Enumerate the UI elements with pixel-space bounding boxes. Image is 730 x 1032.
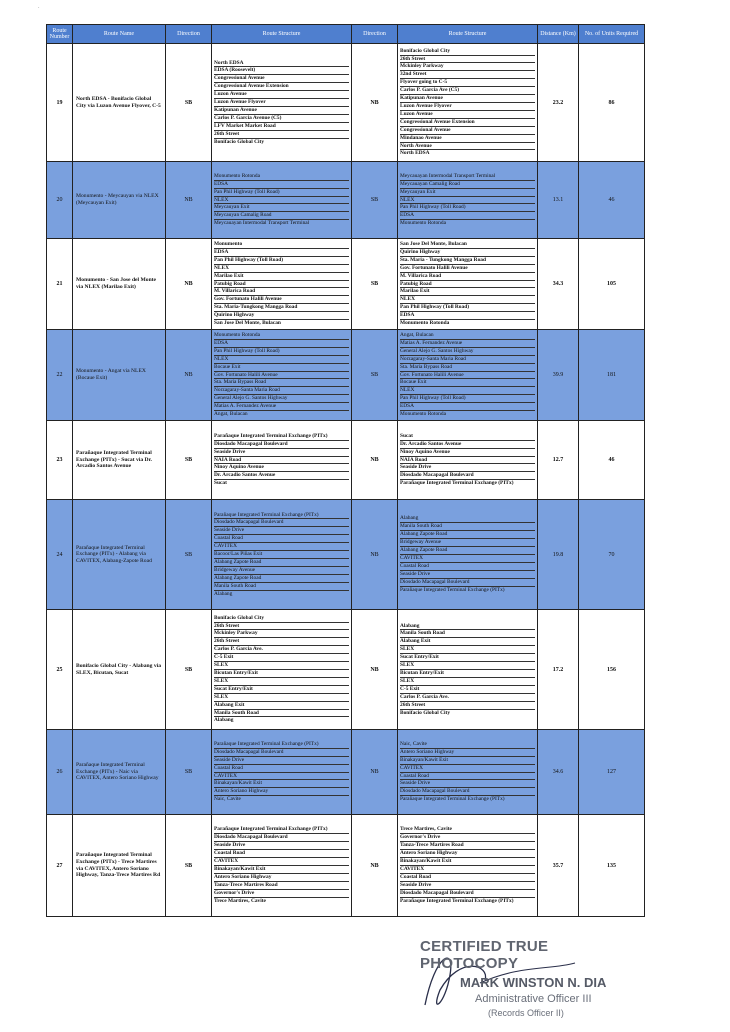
route-stop: EDSA — [214, 249, 349, 257]
route-number: 19 — [47, 44, 73, 162]
route-structure-2 — [398, 44, 538, 162]
route-stop: SLEX — [214, 662, 349, 670]
route-stop: Pan Phil Highway (Toll Road) — [400, 304, 535, 312]
route-stop: Ninoy Aquino Avenue — [400, 449, 535, 457]
route-stop: Governor's Drive — [400, 834, 535, 842]
route-stop: Seaside Drive — [214, 842, 349, 850]
route-stop: Antero Soriano Highway — [400, 749, 535, 757]
route-stop: North Avenue — [400, 143, 535, 151]
units-required: 105 — [579, 239, 645, 330]
route-stop: Monumento — [214, 241, 349, 249]
route-stop: 32nd Street — [400, 71, 535, 79]
route-stop: North EDSA — [214, 60, 349, 68]
route-stop: General Alejo G. Santos Highway — [400, 348, 535, 356]
route-stop: NLEX — [214, 356, 349, 364]
direction-1: SB — [166, 421, 212, 500]
route-stop: NLEX — [400, 296, 535, 304]
route-structure-1 — [212, 330, 352, 421]
route-stop: Flyover going to C-5 — [400, 79, 535, 87]
route-stop: Meycauyan Camalig Road — [214, 212, 349, 220]
route-stop: 26th Street — [214, 623, 349, 631]
route-stop: Diosdado Macapagal Boulevard — [214, 749, 349, 757]
route-stop: CAVITEX — [400, 555, 535, 563]
route-stop: Meycauyan Exit — [214, 204, 349, 212]
route-stop: Alabang — [400, 623, 535, 631]
route-stop: Manila South Road — [214, 710, 349, 718]
route-stop: Dr. Arcadio Santos Avenue — [400, 441, 535, 449]
route-number: 25 — [47, 610, 73, 730]
route-stop: Norzagaray-Santa Maria Road — [214, 387, 349, 395]
route-stop: Trece Martires, Cavite — [214, 897, 266, 904]
route-stop: EDSA — [400, 312, 535, 320]
route-structure-2 — [398, 421, 538, 500]
route-row — [47, 162, 645, 239]
direction-2: SB — [352, 330, 398, 421]
route-stop: San Jose Del Monte, Bulacan — [400, 241, 535, 249]
route-stop: C-5 Exit — [214, 654, 349, 662]
header-route-structure: Route Structure — [212, 25, 352, 44]
stamp-position: Administrative Officer III — [475, 993, 592, 1005]
route-stop: Parañaque Integrated Terminal Exchange (PITx) — [214, 433, 349, 441]
route-stop: Seaside Drive — [214, 527, 349, 535]
route-stop: EDSA (Roosevelt) — [214, 67, 349, 75]
route-stop: NLEX — [400, 197, 535, 205]
route-row — [47, 330, 645, 421]
route-stop: Naic, Cavite — [400, 741, 535, 749]
distance: 35.7 — [538, 815, 579, 917]
route-stop: Patubig Road — [214, 281, 349, 289]
route-structure-2 — [398, 610, 538, 730]
header-units: No. of Units Required — [579, 25, 645, 44]
route-stop: Monumento Rotonda — [400, 220, 446, 227]
route-stop: Gov. Fortunato Halili Avenue — [214, 296, 349, 304]
route-stop: Alabang Exit — [214, 702, 349, 710]
route-stop: Matias A. Fernandez Avenue — [400, 340, 535, 348]
direction-1: NB — [166, 239, 212, 330]
distance: 39.9 — [538, 330, 579, 421]
route-stop: Manila South Road — [214, 583, 349, 591]
route-stop: Sucat Entry/Exit — [400, 654, 535, 662]
route-stop: Carlos P. Garcia Ave. — [400, 694, 535, 702]
route-stop: Bacoor/Las Piñas Exit — [214, 551, 349, 559]
route-stop: Antero Soriano Highway — [214, 874, 349, 882]
route-stop: M. Villarica Road — [214, 288, 349, 296]
header-direction: Direction — [166, 25, 212, 44]
route-stop: SLEX — [400, 662, 535, 670]
route-stop: Pan Phil Highway (Toll Road) — [214, 348, 349, 356]
route-stop: Sta. Maria Bypass Road — [214, 379, 349, 387]
route-stop: Bocaue Exit — [400, 379, 535, 387]
distance: 17.2 — [538, 610, 579, 730]
route-stop: Meycauayan Intermodal Transport Terminal — [214, 220, 310, 227]
header-distance: Distance (Km) — [538, 25, 579, 44]
route-stop: SLEX — [400, 678, 535, 686]
route-stop: Ninoy Aquino Avenue — [214, 464, 349, 472]
table-header — [47, 25, 645, 44]
route-stop: Congressional Avenue — [400, 127, 535, 135]
route-stop: Alabang Zapote Road — [400, 531, 535, 539]
direction-2: NB — [352, 421, 398, 500]
route-stop: Parañaque Integrated Terminal Exchange (PITx) — [400, 586, 505, 593]
route-stop: Manila South Road — [400, 630, 535, 638]
route-stop: EDSA — [214, 340, 349, 348]
route-stop: LFV Market Market Road — [214, 123, 349, 131]
route-stop: Carlos P. Garcia Ave. — [214, 646, 349, 654]
route-stop: Monumento Rotonda — [214, 332, 349, 340]
distance: 12.7 — [538, 421, 579, 500]
direction-1: SB — [166, 815, 212, 917]
route-stop: Parañaque Integrated Terminal Exchange (PITx) — [400, 897, 514, 904]
route-structure-2 — [398, 330, 538, 421]
units-required: 46 — [579, 162, 645, 239]
route-name: Monumento - Meycauyan via NLEX (Meycauyan Exit) — [73, 162, 166, 239]
route-stop: Congressional Avenue — [214, 75, 349, 83]
route-structure-1 — [212, 815, 352, 917]
route-structure-2 — [398, 815, 538, 917]
route-stop: Mindanao Avenue — [400, 135, 535, 143]
route-name: Parañaque Integrated Terminal Exchange (PITx) - Trece Martires via CAVITEX, Antero Soriano Highway, Tanza-Trece Martires Rd — [73, 815, 166, 917]
route-stop: Gov. Fortunato Halili Avenue — [400, 372, 535, 380]
route-stop: Tanza-Trece Martires Road — [214, 882, 349, 890]
route-stop: Seaside Drive — [400, 780, 535, 788]
route-stop: Carlos P. Garcia Ave (C5) — [400, 87, 535, 95]
route-row — [47, 44, 645, 162]
table-body — [47, 44, 645, 917]
route-stop: North EDSA — [400, 150, 430, 157]
route-stop: Alabang — [214, 717, 234, 724]
route-stop: Marilao Exit — [214, 273, 349, 281]
route-stop: Bicutan Entry/Exit — [400, 670, 535, 678]
header-direction-2: Direction — [352, 25, 398, 44]
route-stop: CAVITEX — [214, 773, 349, 781]
route-stop: Meycauayan Camalig Road — [400, 181, 535, 189]
route-number: 27 — [47, 815, 73, 917]
header-route-number: Route Number — [47, 25, 73, 44]
route-stop: Sta. Maria Bypass Road — [400, 364, 535, 372]
route-stop: Congressional Avenue Extension — [214, 83, 349, 91]
route-structure-1 — [212, 421, 352, 500]
route-stop: Sta. Maria-Tungkong Mangga Road — [214, 304, 349, 312]
route-stop: Alabang Zapote Road — [214, 559, 349, 567]
route-structure-1 — [212, 730, 352, 815]
route-number: 26 — [47, 730, 73, 815]
route-stop: Seaside Drive — [214, 449, 349, 457]
route-stop: Alabang — [400, 515, 535, 523]
route-stop: Parañaque Integrated Terminal Exchange (PITx) — [214, 741, 349, 749]
route-row — [47, 421, 645, 500]
route-stop: Meycauyan Exit — [400, 189, 535, 197]
route-stop: Monumento Rotonda — [214, 173, 349, 181]
route-stop: Coastal Road — [400, 874, 535, 882]
direction-2: NB — [352, 610, 398, 730]
route-stop: Monumento Rotonda — [400, 320, 450, 327]
stamp-subposition: (Records Officer II) — [488, 1008, 564, 1018]
route-stop: Katipunan Avenue — [400, 95, 535, 103]
route-stop: SLEX — [400, 646, 535, 654]
header-route-name: Route Name — [73, 25, 166, 44]
route-stop: Coastal Road — [400, 563, 535, 571]
header-route-structure-2: Route Structure — [398, 25, 538, 44]
route-stop: Manila South Road — [400, 523, 535, 531]
route-stop: Meycauayan Intermodal Transport Terminal — [400, 173, 535, 181]
route-stop: Marilao Exit — [400, 288, 535, 296]
route-structure-1 — [212, 239, 352, 330]
route-stop: Matias A. Fernandez Avenue — [214, 403, 349, 411]
route-stop: Norzagaray-Santa Maria Road — [400, 356, 535, 364]
route-stop: Parañaque Integrated Terminal Exchange (PITx) — [400, 796, 505, 803]
route-stop: Pan Phil Highway (Toll Road) — [214, 189, 349, 197]
route-row — [47, 500, 645, 610]
route-stop: Binakayan/Kawit Exit — [214, 866, 349, 874]
route-stop: Sucat Entry/Exit — [214, 686, 349, 694]
route-structure-2 — [398, 239, 538, 330]
route-stop: Mckinley Parkway — [400, 63, 535, 71]
route-stop: Pan Phil Highway (Toll Road) — [400, 204, 535, 212]
stamp-name: MARK WINSTON N. DIA — [460, 975, 607, 990]
route-row — [47, 815, 645, 917]
route-row — [47, 239, 645, 330]
route-number: 22 — [47, 330, 73, 421]
route-name: North EDSA - Bonifacio Global City via Luzon Avenue Flyover, C-5 — [73, 44, 166, 162]
route-stop: Bonifacio Global City — [400, 48, 535, 56]
direction-2: SB — [352, 162, 398, 239]
route-stop: Parañaque Integrated Terminal Exchange (PITx) — [214, 826, 349, 834]
direction-1: NB — [166, 330, 212, 421]
route-stop: Bridgeway Avenue — [400, 539, 535, 547]
route-stop: Coastal Road — [214, 850, 349, 858]
route-stop: M. Villarica Road — [400, 273, 535, 281]
direction-1: SB — [166, 44, 212, 162]
route-stop: Congressional Avenue Extension — [400, 119, 535, 127]
route-structure-2 — [398, 500, 538, 610]
page-mark: . — [38, 4, 40, 10]
units-required: 127 — [579, 730, 645, 815]
units-required: 181 — [579, 330, 645, 421]
route-row — [47, 610, 645, 730]
route-name: Parañaque Integrated Terminal Exchange (PITx) - Alabang via CAVITEX, Alabang-Zapote Road — [73, 500, 166, 610]
route-structure-1 — [212, 44, 352, 162]
route-stop: Bonifacio Global City — [400, 709, 451, 716]
direction-1: SB — [166, 610, 212, 730]
distance: 34.3 — [538, 239, 579, 330]
units-required: 156 — [579, 610, 645, 730]
route-stop: Diosdado Macapagal Boulevard — [214, 519, 349, 527]
route-stop: Coastal Road — [214, 765, 349, 773]
route-number: 24 — [47, 500, 73, 610]
route-stop: Dr. Arcadio Santos Avenue — [214, 472, 349, 480]
route-stop: Alabang Zapote Road — [400, 547, 535, 555]
route-stop: Bridgeway Avenue — [214, 567, 349, 575]
units-required: 46 — [579, 421, 645, 500]
route-stop: 26th Street — [400, 56, 535, 64]
route-stop: Bicutan Entry/Exit — [214, 670, 349, 678]
route-number: 20 — [47, 162, 73, 239]
route-stop: CAVITEX — [214, 858, 349, 866]
stamp-title: CERTIFIED TRUE PHOTOCOPY — [420, 938, 549, 972]
route-stop: Seaside Drive — [214, 757, 349, 765]
route-stop: Binakayan/Kawit Exit — [400, 858, 535, 866]
route-stop: Seaside Drive — [400, 464, 535, 472]
route-stop: 26th Street — [400, 702, 535, 710]
route-stop: Binakayan/Kawit Exit — [214, 780, 349, 788]
route-stop: 26th Street — [214, 638, 349, 646]
distance: 19.8 — [538, 500, 579, 610]
route-stop: Diosdado Macapagal Boulevard — [214, 834, 349, 842]
route-stop: Seaside Drive — [400, 882, 535, 890]
direction-2: NB — [352, 44, 398, 162]
route-stop: Carlos P. Garcia Avenue (C5) — [214, 115, 349, 123]
direction-2: SB — [352, 239, 398, 330]
route-stop: Antero Soriano Highway — [400, 850, 535, 858]
route-stop: EDSA — [400, 212, 535, 220]
route-stop: Trece Martires, Cavite — [400, 826, 535, 834]
route-name: Bonifacio Global City - Alabang via SLEX, Bicutan, Sucat — [73, 610, 166, 730]
route-stop: Mckinley Parkway — [214, 630, 349, 638]
direction-1: SB — [166, 500, 212, 610]
route-stop: Alabang Exit — [400, 638, 535, 646]
route-stop: Bocaue Exit — [214, 364, 349, 372]
route-stop: NLEX — [400, 387, 535, 395]
certification-stamp — [400, 935, 650, 1025]
route-stop: Sucat — [400, 433, 535, 441]
route-stop: NAIA Road — [214, 457, 349, 465]
units-required: 70 — [579, 500, 645, 610]
route-stop: Luzon Avenue Flyover — [214, 99, 349, 107]
route-stop: Bonifacio Global City — [214, 138, 265, 145]
direction-1: SB — [166, 730, 212, 815]
route-stop: Tanza-Trece Martires Road — [400, 842, 535, 850]
route-stop: Sucat — [214, 480, 227, 487]
route-name: Monumento - Angat via NLEX (Bocaue Exit) — [73, 330, 166, 421]
route-stop: CAVITEX — [400, 765, 535, 773]
route-stop: Coastal Road — [400, 773, 535, 781]
route-stop: Alabang Zapote Road — [214, 575, 349, 583]
direction-1: NB — [166, 162, 212, 239]
units-required: 86 — [579, 44, 645, 162]
route-structure-1 — [212, 610, 352, 730]
route-stop: Parañaque Integrated Terminal Exchange (PITx) — [214, 512, 349, 520]
route-stop: EDSA — [214, 181, 349, 189]
route-stop: Sta. Maria - Tungkong Mangga Road — [400, 257, 535, 265]
route-stop: San Jose Del Monte, Bulacan — [214, 320, 281, 327]
route-stop: Seaside Drive — [400, 571, 535, 579]
distance: 34.6 — [538, 730, 579, 815]
route-stop: Binakayan/Kawit Exit — [400, 757, 535, 765]
route-row — [47, 730, 645, 815]
route-stop: Angat, Bulacan — [214, 411, 248, 418]
route-stop: Luzon Avenue — [400, 111, 535, 119]
route-stop: NLEX — [214, 265, 349, 273]
route-stop: SLEX — [214, 678, 349, 686]
route-stop: NAIA Road — [400, 457, 535, 465]
route-stop: EDSA — [400, 403, 535, 411]
route-stop: Naic, Cavite — [214, 796, 241, 803]
route-stop: Quirino Highway — [214, 312, 349, 320]
route-stop: Gov. Fortunato Halili Avenue — [400, 265, 535, 273]
route-stop: CAVITEX — [214, 543, 349, 551]
route-stop: Quirino Highway — [400, 249, 535, 257]
units-required: 135 — [579, 815, 645, 917]
route-stop: Katipunan Avenue — [214, 107, 349, 115]
route-stop: Diosdado Macapagal Boulevard — [400, 890, 535, 898]
route-stop: Angat, Bulacan — [400, 332, 535, 340]
route-stop: General Alejo G. Santos Highway — [214, 395, 349, 403]
route-stop: 26th Street — [214, 131, 349, 139]
distance: 23.2 — [538, 44, 579, 162]
route-stop: Diosdado Macapagal Boulevard — [214, 441, 349, 449]
route-name: Parañaque Integrated Terminal Exchange (PITx) - Sucat via Dr. Arcadio Santos Avenue — [73, 421, 166, 500]
route-stop: Alabang — [214, 590, 233, 597]
route-number: 21 — [47, 239, 73, 330]
route-structure-1 — [212, 500, 352, 610]
direction-2: NB — [352, 815, 398, 917]
route-stop: Coastal Road — [214, 535, 349, 543]
route-structure-2 — [398, 730, 538, 815]
route-stop: Luzon Avenue — [214, 91, 349, 99]
route-stop: Diosdado Macapagal Boulevard — [400, 579, 535, 587]
route-stop: Monumento Rotonda — [400, 411, 446, 418]
route-stop: Bonifacio Global City — [214, 615, 349, 623]
route-stop: Patubig Road — [400, 281, 535, 289]
direction-2: NB — [352, 500, 398, 610]
route-name: Monumento - San Jose del Monte via NLEX (Marilao Exit) — [73, 239, 166, 330]
route-stop: Antero Soriano Highway — [214, 788, 349, 796]
route-stop: CAVITEX — [400, 866, 535, 874]
route-stop: Governor's Drive — [214, 890, 349, 898]
route-stop: Luzon Avenue Flyover — [400, 103, 535, 111]
route-stop: Pan Phil Highway (Toll Road) — [400, 395, 535, 403]
distance: 13.1 — [538, 162, 579, 239]
route-name: Parañaque Integrated Terminal Exchange (PITx) - Naic via CAVITEX, Antero Soriano Highway — [73, 730, 166, 815]
route-stop: Parañaque Integrated Terminal Exchange (PITx) — [400, 480, 514, 487]
route-stop: SLEX — [214, 694, 349, 702]
route-stop: NLEX — [214, 197, 349, 205]
route-structure-1 — [212, 162, 352, 239]
route-stop: Diosdado Macapagal Boulevard — [400, 788, 535, 796]
route-number: 23 — [47, 421, 73, 500]
route-stop: Diosdado Macapagal Boulevard — [400, 472, 535, 480]
route-stop: C-5 Exit — [400, 686, 535, 694]
route-stop: Pan Phil Highway (Toll Road) — [214, 257, 349, 265]
route-structure-2 — [398, 162, 538, 239]
route-stop: Gov. Fortunato Halili Avenue — [214, 372, 349, 380]
direction-2: NB — [352, 730, 398, 815]
route-table — [46, 24, 645, 917]
